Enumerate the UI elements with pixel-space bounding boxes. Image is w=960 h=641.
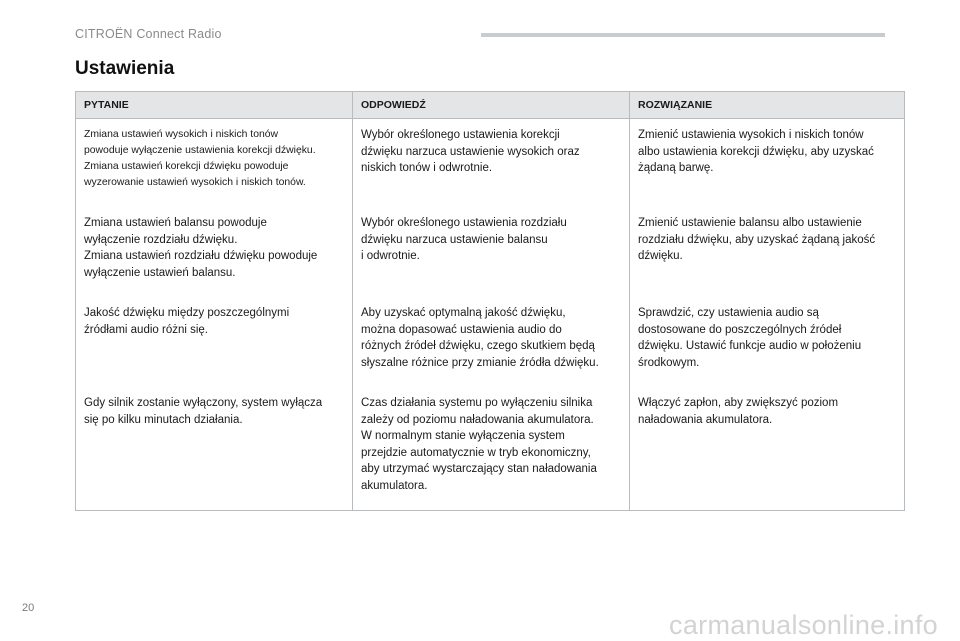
question-cell xyxy=(76,207,353,297)
column-header-solution: ROZWIĄZANIE xyxy=(630,92,905,119)
table-row xyxy=(76,119,905,208)
question-cell xyxy=(76,387,353,511)
question-cell xyxy=(76,119,353,208)
table-row xyxy=(76,297,905,387)
solution-text: Włączyć zapłon, aby zwiększyć poziom naładowania akumulatora. xyxy=(638,397,839,426)
solution-text: Zmienić ustawienie balansu albo ustawienie rozdziału dźwięku, aby uzyskać żądaną jakość dźwięku. xyxy=(638,217,876,262)
watermark-text: carmanualsonline.info xyxy=(669,610,938,640)
answer-cell xyxy=(353,119,630,208)
answer-cell xyxy=(353,207,630,297)
page-title: Ustawienia xyxy=(75,58,175,79)
solution-cell xyxy=(630,297,905,387)
solution-cell xyxy=(630,207,905,297)
question-text: Jakość dźwięku między poszczególnymi źródłami audio różni się. xyxy=(84,307,290,336)
solution-cell xyxy=(630,119,905,208)
question-text: Zmiana ustawień wysokich i niskich tonów powoduje wyłączenie ustawienia korekcji dźwięku. Zmiana ustawień korekcji dźwięku powoduje wyzerowanie ustawień wysokich i niskich tonów. xyxy=(84,129,316,188)
table-row xyxy=(76,207,905,297)
page-number: 20 xyxy=(22,602,35,614)
manual-header: CITROËN Connect Radio xyxy=(75,27,222,41)
answer-text: Czas działania systemu po wyłączeniu silnika zależy od poziomu naładowania akumulatora. W normalnym stanie wyłączenia system przejdzie automatycznie w tryb ekonomiczny, aby utrzymać wystarczający stan naładowania akumulatora. xyxy=(361,397,597,492)
question-text: Gdy silnik zostanie wyłączony, system wyłącza się po kilku minutach działania. xyxy=(84,397,323,426)
answer-text: Aby uzyskać optymalną jakość dźwięku, można dopasować ustawienia audio do różnych źródeł dźwięku, czego skutkiem będą słyszalne różnice przy zmianie źródła dźwięku. xyxy=(361,307,599,369)
faq-table xyxy=(75,91,905,511)
table-header-row xyxy=(76,92,905,119)
answer-text: Wybór określonego ustawienia korekcji dźwięku narzuca ustawienie wysokich oraz niskich tonów i odwrotnie. xyxy=(361,129,580,174)
column-header-answer: ODPOWIEDŹ xyxy=(353,92,630,119)
answer-cell xyxy=(353,297,630,387)
solution-cell xyxy=(630,387,905,511)
question-text: Zmiana ustawień balansu powoduje wyłączenie rozdziału dźwięku. Zmiana ustawień rozdziału dźwięku powoduje wyłączenie ustawień balansu. xyxy=(84,217,318,279)
column-header-question: PYTANIE xyxy=(76,92,353,119)
answer-cell xyxy=(353,387,630,511)
solution-text: Zmienić ustawienia wysokich i niskich tonów albo ustawienia korekcji dźwięku, aby uzyskać żądaną barwę. xyxy=(638,129,874,174)
solution-text: Sprawdzić, czy ustawienia audio są dostosowane do poszczególnych źródeł dźwięku. Ustawić funkcje audio w położeniu środkowym. xyxy=(638,307,862,369)
question-cell xyxy=(76,297,353,387)
answer-text: Wybór określonego ustawienia rozdziału dźwięku narzuca ustawienie balansu i odwrotnie. xyxy=(361,217,567,262)
header-divider-bar xyxy=(481,33,885,37)
table-row xyxy=(76,387,905,511)
